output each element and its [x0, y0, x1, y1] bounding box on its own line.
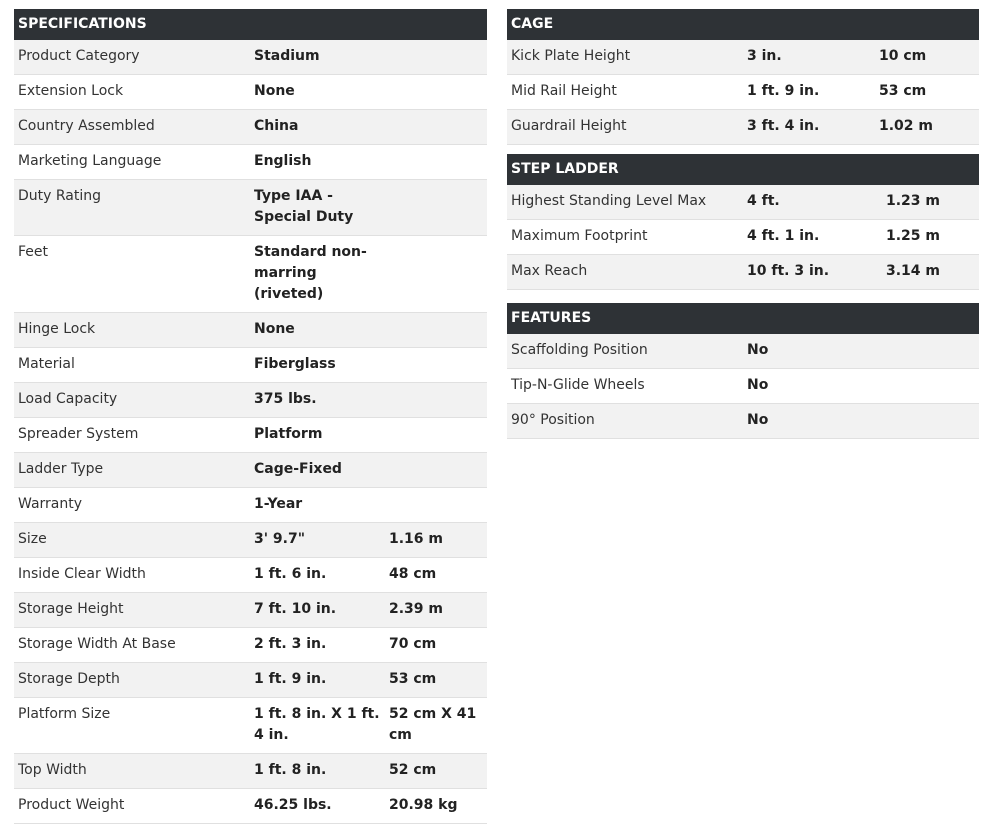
spec-metric-value: 52 cm — [385, 754, 487, 789]
spec-label: Feet — [14, 236, 250, 313]
spec-metric-value — [385, 383, 487, 418]
spec-label: Storage Height — [14, 593, 250, 628]
spec-label: Guardrail Height — [507, 110, 743, 145]
step-ladder-header: STEP LADDER — [507, 154, 979, 185]
spec-label: Top Width — [14, 754, 250, 789]
spec-label: Scaffolding Position — [507, 334, 743, 369]
spec-row — [14, 593, 487, 628]
spec-value: Fiberglass — [250, 348, 385, 383]
spec-label: Marketing Language — [14, 145, 250, 180]
spec-metric-value — [385, 40, 487, 75]
spec-metric-value — [385, 453, 487, 488]
spec-row — [14, 698, 487, 754]
spec-metric-value — [385, 418, 487, 453]
spec-row — [14, 628, 487, 663]
spec-metric-value: 3.14 m — [882, 255, 979, 290]
spec-row — [507, 185, 979, 220]
specifications-header: SPECIFICATIONS — [14, 9, 487, 40]
spec-value: 2 ft. 3 in. — [250, 628, 385, 663]
spec-label: Duty Rating — [14, 180, 250, 236]
spec-label: Tip-N-Glide Wheels — [507, 369, 743, 404]
spec-value: No — [743, 404, 979, 439]
specifications-panel — [14, 9, 487, 824]
spec-row — [14, 145, 487, 180]
spec-value: None — [250, 75, 385, 110]
spec-label: Storage Width At Base — [14, 628, 250, 663]
spec-label: 90° Position — [507, 404, 743, 439]
spec-metric-value: 10 cm — [875, 40, 979, 75]
spec-value: Type IAA - Special Duty — [250, 180, 385, 236]
spec-metric-value — [385, 313, 487, 348]
spec-row — [14, 40, 487, 75]
spec-value: 10 ft. 3 in. — [743, 255, 882, 290]
spec-row — [507, 40, 979, 75]
spec-metric-value: 53 cm — [385, 663, 487, 698]
step-ladder-table — [507, 185, 979, 290]
spec-metric-value — [385, 180, 487, 236]
spec-label: Hinge Lock — [14, 313, 250, 348]
features-table — [507, 334, 979, 439]
features-header: FEATURES — [507, 303, 979, 334]
spec-value: No — [743, 369, 979, 404]
spec-row — [14, 180, 487, 236]
spec-row — [507, 404, 979, 439]
spec-value: English — [250, 145, 385, 180]
spec-metric-value: 20.98 kg — [385, 789, 487, 824]
spec-label: Mid Rail Height — [507, 75, 743, 110]
spec-row — [507, 220, 979, 255]
spec-metric-value — [385, 236, 487, 313]
spec-metric-value: 1.16 m — [385, 523, 487, 558]
spec-row — [507, 255, 979, 290]
spec-value: China — [250, 110, 385, 145]
spec-row — [14, 558, 487, 593]
spec-row — [507, 369, 979, 404]
spec-value: Platform — [250, 418, 385, 453]
spec-metric-value — [385, 110, 487, 145]
spec-row — [14, 663, 487, 698]
spec-metric-value: 1.23 m — [882, 185, 979, 220]
spec-value: 46.25 lbs. — [250, 789, 385, 824]
spec-label: Ladder Type — [14, 453, 250, 488]
spec-value: 7 ft. 10 in. — [250, 593, 385, 628]
spec-value: Standard non-marring (riveted) — [250, 236, 385, 313]
specifications-table — [14, 40, 487, 824]
spec-value: 1 ft. 9 in. — [250, 663, 385, 698]
spec-row — [14, 754, 487, 789]
spec-value: 4 ft. 1 in. — [743, 220, 882, 255]
spec-value: Stadium — [250, 40, 385, 75]
spec-value: 1 ft. 9 in. — [743, 75, 875, 110]
spec-row — [14, 348, 487, 383]
spec-label: Size — [14, 523, 250, 558]
spec-label: Kick Plate Height — [507, 40, 743, 75]
spec-metric-value — [385, 145, 487, 180]
spec-row — [14, 383, 487, 418]
spec-label: Extension Lock — [14, 75, 250, 110]
spec-label: Warranty — [14, 488, 250, 523]
spec-label: Load Capacity — [14, 383, 250, 418]
spec-value: 3' 9.7" — [250, 523, 385, 558]
spec-value: Cage-Fixed — [250, 453, 385, 488]
spec-metric-value: 2.39 m — [385, 593, 487, 628]
spec-metric-value — [385, 488, 487, 523]
spec-value: 4 ft. — [743, 185, 882, 220]
spec-metric-value — [385, 75, 487, 110]
features-panel — [507, 303, 979, 439]
spec-row — [14, 313, 487, 348]
spec-metric-value: 48 cm — [385, 558, 487, 593]
spec-row — [14, 453, 487, 488]
spec-row — [507, 110, 979, 145]
spec-row — [14, 110, 487, 145]
step-ladder-panel — [507, 154, 979, 290]
spec-row — [507, 75, 979, 110]
spec-metric-value: 1.02 m — [875, 110, 979, 145]
cage-header: CAGE — [507, 9, 979, 40]
spec-value: 3 ft. 4 in. — [743, 110, 875, 145]
spec-row — [14, 789, 487, 824]
spec-row — [14, 488, 487, 523]
spec-metric-value: 52 cm X 41 cm — [385, 698, 487, 754]
spec-label: Product Category — [14, 40, 250, 75]
spec-value: 1-Year — [250, 488, 385, 523]
spec-label: Maximum Footprint — [507, 220, 743, 255]
spec-label: Max Reach — [507, 255, 743, 290]
spec-label: Product Weight — [14, 789, 250, 824]
spec-label: Country Assembled — [14, 110, 250, 145]
spec-value: No — [743, 334, 979, 369]
spec-metric-value: 1.25 m — [882, 220, 979, 255]
spec-metric-value: 53 cm — [875, 75, 979, 110]
spec-row — [14, 75, 487, 110]
spec-label: Material — [14, 348, 250, 383]
spec-value: 1 ft. 8 in. X 1 ft. 4 in. — [250, 698, 385, 754]
spec-row — [14, 523, 487, 558]
spec-metric-value: 70 cm — [385, 628, 487, 663]
spec-row — [14, 418, 487, 453]
spec-value: 3 in. — [743, 40, 875, 75]
cage-panel — [507, 9, 979, 145]
spec-label: Storage Depth — [14, 663, 250, 698]
spec-value: None — [250, 313, 385, 348]
spec-label: Platform Size — [14, 698, 250, 754]
spec-row — [14, 236, 487, 313]
spec-row — [507, 334, 979, 369]
cage-table — [507, 40, 979, 145]
spec-value: 1 ft. 6 in. — [250, 558, 385, 593]
spec-metric-value — [385, 348, 487, 383]
spec-value: 375 lbs. — [250, 383, 385, 418]
spec-label: Highest Standing Level Max — [507, 185, 743, 220]
spec-value: 1 ft. 8 in. — [250, 754, 385, 789]
spec-label: Inside Clear Width — [14, 558, 250, 593]
spec-label: Spreader System — [14, 418, 250, 453]
